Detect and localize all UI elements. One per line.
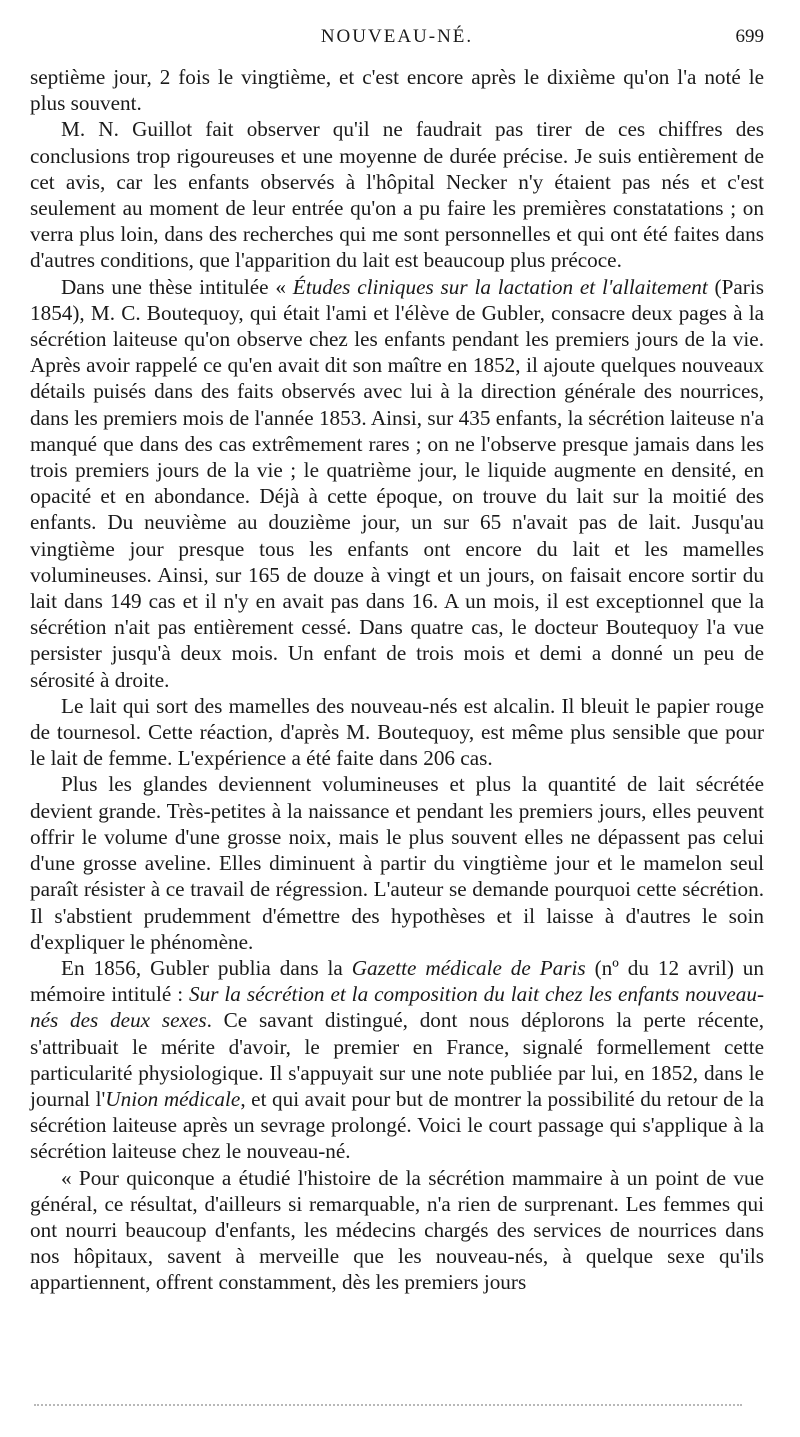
paragraph-text: septième jour, 2 fois le vingtième, et c'est encore après le dixième qu'on l'a noté le plus souvent.	[30, 65, 764, 116]
paragraph-text: (Paris 1854), M. C. Boutequoy, qui était l'ami et l'élève de Gubler, consacre deux pages à la sécrétion laiteuse qu'on observe chez les enfants pendant les premiers jours de la vie. Après avoir rappelé ce qu'en avait dit son maître en 1852, il ajoute quelques nouveaux détails puisés dans des faits observés avec lui à la direction générale des nourrices, dans les premiers mois de l'année 1853. Ainsi, sur 435 enfants, la sécrétion laiteuse n'a manqué que dans des cas extrêmement rares ; on ne l'observe presque jamais dans les trois premiers jours de la vie ; le quatrième jour, le liquide augmente en densité, en opacité et en abondance. Déjà à cette époque, on trouve du lait sur la moitié des enfants. Du neuvième au douzième jour, un sur 65 n'avait pas de lait. Jusqu'au vingtième jour presque tous les enfants ont encore du lait et les mamelles volumineuses. Ainsi, sur 165 de douze à vingt et un jours, on faisait encore sortir du lait dans 149 cas et il n'y en avait pas dans 16. A un mois, il est exceptionnel que la sécrétion n'ait pas entièrement cessé. Dans quatre cas, le docteur Boutequoy l'a vue persister jusqu'à deux mois. Un enfant de trois mois et demi a donné un peu de sérosité à droite.	[30, 274, 764, 692]
paragraph	[30, 771, 764, 954]
paragraph	[30, 693, 764, 772]
paragraph-text: Dans une thèse intitulée «	[61, 274, 293, 299]
page-number: 699	[735, 26, 764, 47]
paragraph-text: « Pour quiconque a étudié l'histoire de la sécrétion mammaire à un point de vue général, ce résultat, d'ailleurs si remarquable, n'a rien de surprenant. Les femmes qui ont nourri beaucoup d'enfants, les médecins chargés des services de nourrices dans nos hôpitaux, savent à merveille que les nouveau-nés, à quelque sexe qu'ils appartiennent, offrent constamment, dès les premiers jours	[30, 1165, 764, 1295]
paragraph-text: , et qui avait pour but de montrer la possibilité du retour de la sécrétion laiteuse après un sevrage prolongé. Voici le court passage qui s'applique à la sécrétion laiteuse chez le nouveau-né.	[30, 1086, 764, 1164]
paragraph	[30, 274, 764, 693]
italic-title-text: Sur la sécrétion et la composition du lait chez les enfants nouveau-nés des deux sexes	[30, 982, 764, 1033]
paragraph-text: . Ce savant distingué, dont nous déplorons la perte récente, s'attribuait le mérite d'avoir, le premier en France, signalé formellement cette particularité physiologique. Il s'appuyait sur une note publiée par lui, en 1852, dans le journal l'	[30, 1008, 765, 1111]
paragraph-text: M. N. Guillot fait observer qu'il ne faudrait pas tirer de ces chiffres des conclusions trop rigoureuses et une moyenne de durée précise. Je suis entièrement de cet avis, car les enfants observés à l'hôpital Necker n'y étaient pas nés et c'est seulement au moment de leur entrée qu'on a pu faire les premières constatations ; on verra plus loin, dans des recherches qui me sont personnelles et qui ont été faites dans d'autres conditions, que l'apparition du lait est beaucoup plus précoce.	[30, 117, 764, 273]
paragraph-text: Le lait qui sort des mamelles des nouveau-nés est alcalin. Il bleuit le papier rouge de tournesol. Cette réaction, d'après M. Boutequoy, est même plus sensible que pour le lait de femme. L'expérience a été faite dans 206 cas.	[30, 693, 764, 771]
italic-title-text: Union médicale	[105, 1086, 241, 1111]
paragraph	[30, 1165, 764, 1296]
running-head	[30, 0, 764, 50]
paragraph-text: (nº du 12 avril) un mémoire intitulé :	[30, 955, 764, 1007]
italic-title-text: Études cliniques sur la lactation et l'allaitement	[292, 274, 708, 299]
paragraph	[30, 64, 764, 116]
paragraph-text: En 1856, Gubler publia dans la	[61, 955, 352, 980]
body-text	[30, 64, 764, 1296]
paragraph	[30, 116, 764, 273]
running-title: NOUVEAU-NÉ.	[320, 26, 474, 47]
italic-title-text: Gazette médicale de Paris	[351, 955, 586, 980]
paragraph-text: Plus les glandes deviennent volumineuses et plus la quantité de lait sécrétée devient grande. Très-petites à la naissance et pendant les premiers jours, elles peuvent offrir le volume d'une grosse noix, mais le plus souvent elles ne dépassent pas celui d'une grosse aveline. Elles diminuent à partir du vingtième jour et le mamelon seul paraît résister à ce travail de régression. L'auteur se demande pourquoi cette sécrétion. Il s'abstient prudemment d'émettre des hypothèses et il laisse à d'autres le soin d'expliquer le phénomène.	[30, 772, 764, 954]
paragraph	[30, 955, 764, 1165]
footer-rule	[34, 1404, 742, 1406]
